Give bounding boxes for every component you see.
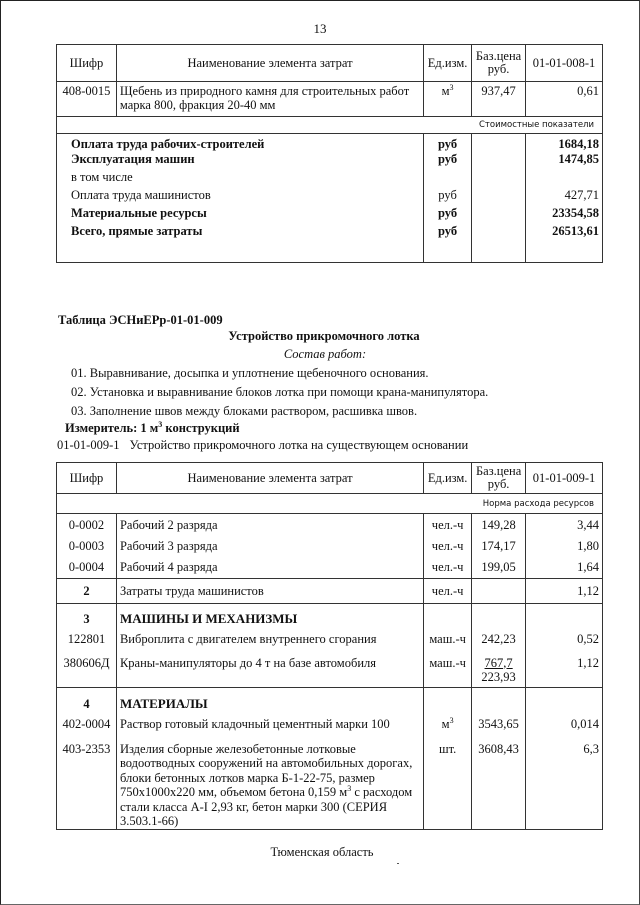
header-unit: Ед.изм. [424, 463, 472, 494]
resource-table-01-01-009 [56, 462, 603, 830]
norm-section-label: Норма расхода ресурсов [57, 494, 603, 514]
header-norm-code: 01-01-008-1 [526, 45, 603, 82]
cost-section-label: Стоимостные показатели [57, 117, 603, 134]
norm-section-row [57, 494, 603, 514]
header-code: Шифр [57, 463, 117, 494]
norm-line: 01-01-009-1 Устройство прикромочного лотка на существующем основании [57, 438, 469, 452]
resource-table-01-01-008 [56, 44, 603, 263]
header-norm-code: 01-01-009-1 [526, 463, 603, 494]
cost-section-row [57, 117, 603, 134]
header-name: Наименование элемента затрат [116, 463, 423, 494]
row-code: 408-0015 [57, 82, 117, 117]
scan-artifact [397, 863, 399, 864]
cost-row: Всего, прямые затраты руб 26513,61 [57, 224, 603, 242]
table-row: 0-0004 Рабочий 4 разряда чел.-ч 199,05 1,64 [57, 557, 603, 579]
row-name: Щебень из природного камня для строительных работ марка 800, фракция 20-40 мм [116, 82, 423, 117]
cost-row: в том числе [57, 170, 603, 188]
row-value: 0,61 [526, 82, 603, 117]
header-code: Шифр [57, 45, 117, 82]
header-price: Баз.цена руб. [472, 463, 526, 494]
header-name: Наименование элемента затрат [116, 45, 423, 82]
header-price: Баз.цена руб. [472, 45, 526, 82]
table-row: 402-0004 Раствор готовый кладочный цементный марки 100 $м^3$ 3543,65 0,014 [57, 713, 603, 736]
cost-row: Материальные ресурсы руб 23354,58 [57, 206, 603, 224]
materials-section-header: 4 МАТЕРИАЛЫ [57, 688, 603, 713]
table-row [57, 82, 603, 117]
machines-section-header: 3 МАШИНЫ И МЕХАНИЗМЫ [57, 604, 603, 628]
price-current: 767,7 [484, 655, 513, 670]
table-row: 0-0003 Рабочий 3 разряда чел.-ч 174,17 1,80 [57, 536, 603, 557]
table-title: Таблица ЭСНиЕРр-01-01-009 [58, 313, 223, 327]
price-base: 223,93 [481, 669, 516, 684]
table-row: 403-2353 Изделия сборные железобетонные лотковые водоотводных сооружений на автомобильных дорогах, блоки бетонных лотков марка Б-1-22-75, размер 750х1000х220 мм, объемом бетона 0,159 $м^3$ с расходом стали класса А-I 2,93 кг, бетон марки 300 (СЕРИЯ 3.503.1-66) шт. 3608,43 6,3 [57, 736, 603, 830]
cost-row: Оплата труда машинистов руб 427,71 [57, 188, 603, 206]
header-unit: Ед.изм. [424, 45, 472, 82]
work-composition-label: Состав работ: [283, 347, 367, 361]
measure-unit: Измеритель: 1 $м^3$ конструкций [65, 419, 240, 435]
footer-region: Тюменская область [270, 845, 374, 859]
cost-row: Эксплуатация машин руб 1474,85 [57, 152, 603, 170]
page-number: 13 [313, 21, 327, 36]
work-item: 01. Выравнивание, досыпка и уплотнение щебеночного основания. [71, 366, 429, 380]
row-unit: $м^3$ [424, 82, 472, 117]
row-price: 937,47 [472, 82, 526, 117]
work-item: 03. Заполнение швов между блоками раствором, расшивка швов. [71, 404, 418, 418]
table-row: 380606Д Краны-манипуляторы до 4 т на базе автомобиля маш.-ч 767,7 223,93 1,12 [57, 651, 603, 688]
cost-row: Оплата труда рабочих-строителей руб 1684,18 [57, 134, 603, 152]
section-heading: Устройство прикромочного лотка [228, 329, 420, 343]
operator-labor-row: 2 Затраты труда машинистов чел.-ч 1,12 [57, 579, 603, 604]
work-item: 02. Установка и выравнивание блоков лотка при помощи крана-манипулятора. [71, 385, 489, 399]
table-row: 122801 Виброплита с двигателем внутреннего сгорания маш.-ч 242,23 0,52 [57, 628, 603, 651]
table-row: 0-0002 Рабочий 2 разряда чел.-ч 149,28 3,44 [57, 514, 603, 536]
